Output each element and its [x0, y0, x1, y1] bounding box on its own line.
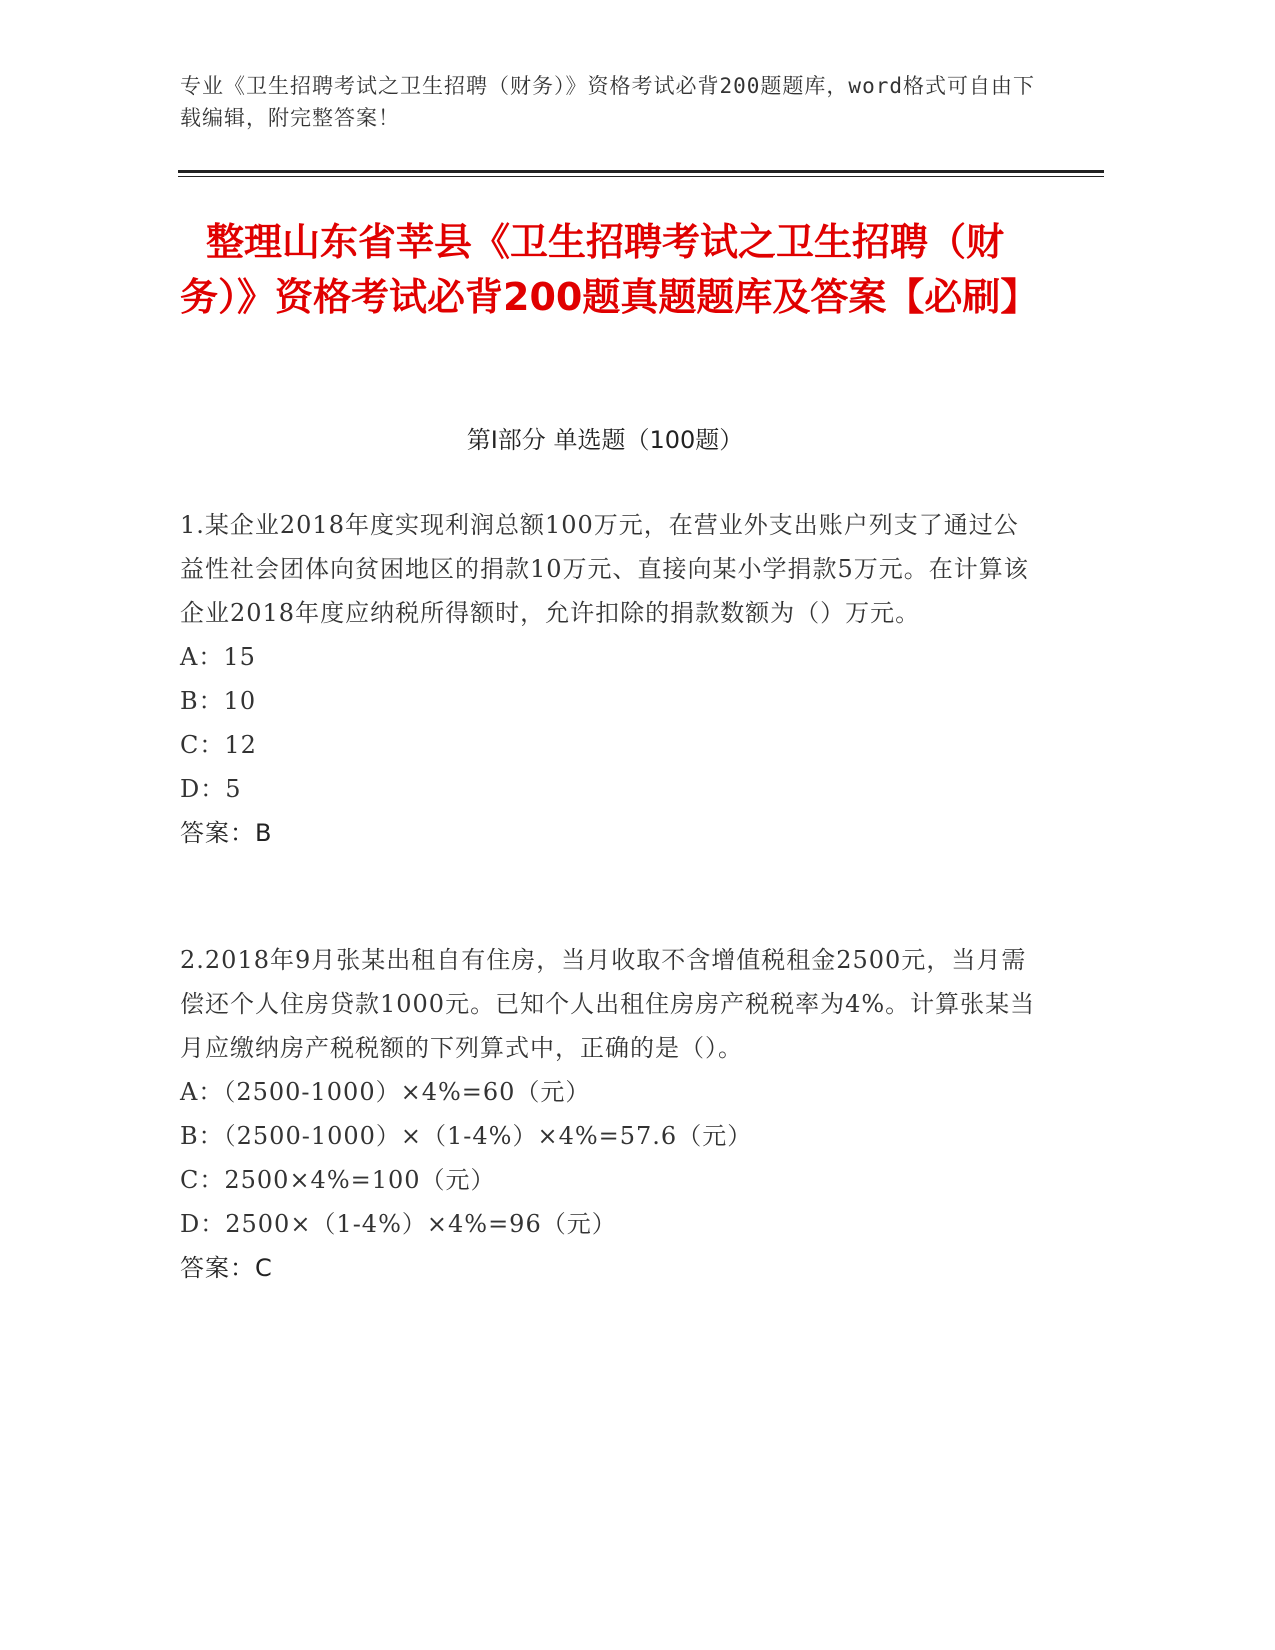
question-stem: 2.2018年9月张某出租自有住房，当月收取不含增值税租金2500元，当月需偿还个人住房贷款1000元。已知个人出租住房房产税税率为4%。计算张某当月应缴纳房产税税额的下列算式中，正确的是（）。: [180, 946, 1036, 1062]
document-title: 整理山东省莘县《卫生招聘考试之卫生招聘（财务）》资格考试必背200题真题题库及答案【必刷】: [180, 220, 1039, 319]
option-c: C：12: [180, 731, 257, 759]
header-note: 专业《卫生招聘考试之卫生招聘（财务）》资格考试必背200题题库，word格式可自由下载编辑，附完整答案！: [180, 74, 1035, 130]
question-stem: 1.某企业2018年度实现利润总额100万元，在营业外支出账户列支了通过公益性社会团体向贫困地区的捐款10万元、直接向某小学捐款5万元。在计算该企业2018年度应纳税所得额时，允许扣除的捐款数额为（）万元。: [180, 511, 1029, 627]
question-1: [180, 503, 1040, 855]
option-d: D：5: [180, 775, 242, 803]
section-heading: 第Ⅰ部分 单选题（100题）: [466, 426, 744, 454]
answer: 答案：B: [180, 819, 273, 847]
option-b: B：10: [180, 687, 257, 715]
header-divider-thick: [178, 170, 1104, 173]
answer: 答案：C: [180, 1254, 273, 1282]
question-2: [180, 938, 1040, 1290]
option-b: B：（2500-1000）×（1-4%）×4%=57.6（元）: [180, 1122, 753, 1150]
option-d: D：2500×（1-4%）×4%=96（元）: [180, 1210, 617, 1238]
header-divider-thin: [178, 176, 1104, 177]
option-c: C：2500×4%=100（元）: [180, 1166, 496, 1194]
option-a: A：（2500-1000）×4%=60（元）: [180, 1078, 591, 1106]
option-a: A：15: [180, 643, 256, 671]
